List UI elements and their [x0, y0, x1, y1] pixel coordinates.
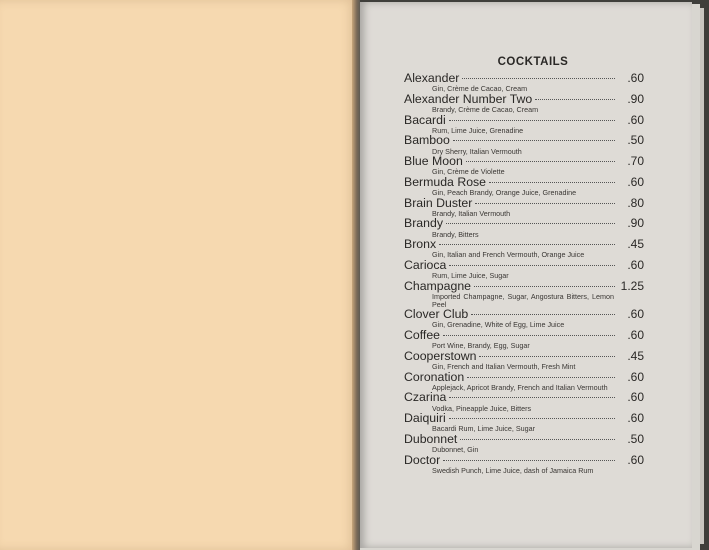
- menu-heading: COCKTAILS: [497, 56, 569, 68]
- menu-item-name: Alexander: [404, 71, 460, 85]
- menu-item: [404, 238, 644, 259]
- menu-item-name: Blue Moon: [404, 154, 463, 169]
- menu-item-line: [404, 134, 644, 147]
- menu-item-name: Bronx: [404, 237, 437, 252]
- menu-item-name: Champagne: [404, 278, 471, 293]
- menu-item: [404, 454, 644, 475]
- menu-item: [404, 371, 644, 392]
- menu-item-name: Cooperstown: [404, 348, 477, 363]
- menu-item-line: [404, 391, 644, 404]
- menu-item-description: Dry Sherry, Italian Vermouth: [432, 146, 522, 156]
- menu-item-price: .60: [627, 327, 644, 342]
- menu-item: [404, 93, 644, 114]
- menu-item-price: .60: [627, 71, 644, 85]
- menu-item: [404, 280, 644, 308]
- menu-item-line: [404, 93, 644, 106]
- menu-item-price: .50: [627, 133, 644, 148]
- menu-item-price: .60: [627, 174, 644, 189]
- menu-item-description: Swedish Punch, Lime Juice, dash of Jamaica Rum: [432, 465, 594, 475]
- menu-item-description: Imported Champagne, Sugar, Angostura Bitters, Lemon Peel: [432, 292, 614, 309]
- menu-item: [404, 114, 644, 135]
- menu-item-price: .60: [627, 411, 644, 426]
- book-gutter: [352, 0, 360, 550]
- menu-item-description: Brandy, Italian Vermouth: [432, 208, 511, 218]
- menu-item-name: Carioca: [404, 258, 447, 273]
- dot-leader: [449, 120, 615, 121]
- menu-item-price: .70: [627, 154, 644, 169]
- menu-item-price: .60: [627, 307, 644, 322]
- menu-item: [404, 197, 644, 218]
- menu-item-name: Bamboo: [404, 133, 450, 148]
- menu-item-description: Gin, Italian and French Vermouth, Orange Juice: [432, 250, 585, 260]
- menu-item: [404, 72, 644, 93]
- menu-item: [404, 412, 644, 433]
- menu-item-description: Rum, Lime Juice, Grenadine: [432, 125, 524, 135]
- menu-item-price: .60: [627, 258, 644, 273]
- menu-item-price: .60: [627, 390, 644, 405]
- menu-item-name: Brain Duster: [404, 195, 473, 210]
- menu-item-name: Bacardi: [404, 112, 446, 127]
- menu-item: [404, 259, 644, 280]
- menu-item-price: .45: [627, 348, 644, 363]
- menu-item-description: Brandy, Crème de Cacao, Cream: [432, 104, 539, 114]
- menu-item-description: Bacardi Rum, Lime Juice, Sugar: [432, 424, 536, 434]
- menu-item: [404, 329, 644, 350]
- dot-leader: [479, 356, 615, 357]
- menu-item-description: Rum, Lime Juice, Sugar: [432, 271, 509, 281]
- menu-item-name: Coffee: [404, 327, 441, 342]
- menu-item: [404, 155, 644, 176]
- menu-item-price: .90: [627, 216, 644, 231]
- menu-item-name: Daiquiri: [404, 411, 446, 426]
- dot-leader: [449, 397, 615, 398]
- menu-item-price: .60: [627, 452, 644, 467]
- menu-item-price: .60: [627, 112, 644, 127]
- menu-item-line: [404, 197, 644, 210]
- menu-item-name: Alexander Number Two: [404, 91, 533, 106]
- dot-leader: [471, 314, 615, 315]
- menu-item-list: [404, 72, 644, 474]
- menu-item-line: [404, 217, 644, 230]
- menu-item: [404, 308, 644, 329]
- dot-leader: [449, 418, 615, 419]
- menu-item: [404, 176, 644, 197]
- menu-item-name: Doctor: [404, 452, 441, 467]
- menu-item-price: .45: [627, 237, 644, 252]
- menu-item-name: Coronation: [404, 369, 465, 384]
- dot-leader: [453, 140, 615, 141]
- menu-item-line: [404, 454, 644, 467]
- menu-item-description: Gin, Crème de Cacao, Cream: [432, 84, 528, 94]
- dot-leader: [489, 182, 615, 183]
- menu-item-description: Gin, Peach Brandy, Orange Juice, Grenadine: [432, 188, 577, 198]
- menu-item: [404, 433, 644, 454]
- menu-item-description: Gin, Crème de Violette: [432, 167, 505, 177]
- menu-item-description: Port Wine, Brandy, Egg, Sugar: [432, 341, 530, 351]
- dot-leader: [446, 223, 615, 224]
- dot-leader: [449, 265, 615, 266]
- dot-leader: [535, 99, 615, 100]
- menu-item-line: [404, 350, 644, 363]
- menu-item-line: [404, 114, 644, 127]
- dot-leader: [439, 244, 615, 245]
- menu-item-line: [404, 371, 644, 384]
- menu-item-description: Gin, French and Italian Vermouth, Fresh Mint: [432, 361, 576, 371]
- dot-leader: [443, 460, 615, 461]
- menu-item-name: Czarina: [404, 390, 447, 405]
- menu-item-name: Clover Club: [404, 307, 469, 322]
- menu-item: [404, 350, 644, 371]
- menu-item-price: 1.25: [620, 278, 644, 293]
- menu-item-description: Gin, Grenadine, White of Egg, Lime Juice: [432, 320, 565, 330]
- menu-item-name: Dubonnet: [404, 431, 458, 446]
- menu-item-description: Applejack, Apricot Brandy, French and Italian Vermouth: [432, 382, 608, 392]
- menu-item-price: .80: [627, 195, 644, 210]
- cocktail-menu: [404, 56, 644, 474]
- dot-leader: [467, 377, 615, 378]
- dot-leader: [466, 161, 615, 162]
- menu-item-name: Brandy: [404, 216, 443, 231]
- menu-item-description: Dubonnet, Gin: [432, 445, 479, 455]
- dot-leader: [462, 78, 615, 79]
- menu-item-description: Vodka, Pineapple Juice, Bitters: [432, 403, 532, 413]
- dot-leader: [474, 286, 615, 287]
- menu-item-price: .90: [627, 91, 644, 106]
- menu-item-name: Bermuda Rose: [404, 174, 487, 189]
- dot-leader: [460, 439, 615, 440]
- menu-item-description: Brandy, Bitters: [432, 229, 479, 239]
- menu-item-price: .50: [627, 431, 644, 446]
- menu-item: [404, 217, 644, 238]
- menu-item: [404, 134, 644, 155]
- menu-item: [404, 391, 644, 412]
- menu-item-price: .60: [627, 369, 644, 384]
- dot-leader: [475, 203, 615, 204]
- dot-leader: [443, 335, 615, 336]
